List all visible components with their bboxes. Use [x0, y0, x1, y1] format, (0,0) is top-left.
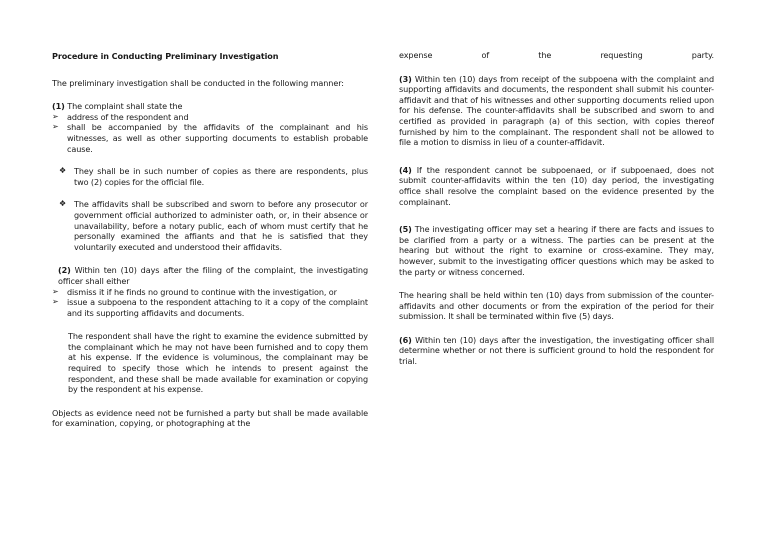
- diamond-bullet-icon: ❖: [59, 166, 67, 176]
- section-3-number: (3): [399, 73, 412, 84]
- bullet-text: shall be accompanied by the affidavits of the complainant and his witnesses, as well as other supporting documents to establish probable cause.: [67, 122, 368, 154]
- subitem-text: They shall be in such number of copies as there are respondents, plus two (2) copies for the official file.: [74, 166, 368, 187]
- intro-text: The preliminary investigation shall be conducted in the following manner:: [52, 77, 344, 88]
- section-5-text: The investigating officer may set a hearing if there are facts and issues to be clarified from a party or a witness. The parties can be present at the hearing but without the right to examine or cross-examine. They may, however, submit to the investigating officer questions which may be asked to the party or witness concerned.: [399, 224, 714, 277]
- right-column: [399, 50, 714, 367]
- list-item: [52, 287, 368, 298]
- objects-continuation: [399, 50, 714, 61]
- list-item: [52, 122, 368, 154]
- hearing-text: The hearing shall be held within ten (10) days from submission of the counter-affidavits and other documents or from the expiration of the period for their submission. It shall be terminated within five (5) days.: [399, 290, 714, 322]
- intro-paragraph: [52, 78, 368, 89]
- list-item: [52, 112, 368, 123]
- section-6: [399, 335, 714, 367]
- hearing-paragraph: [399, 290, 714, 322]
- section-2: [52, 265, 368, 286]
- section-6-text: Within ten (10) days after the investigation, the investigating officer shall determine whether or not there is sufficient ground to hold the respondent for trial.: [399, 334, 714, 367]
- objects-paragraph: [52, 408, 368, 429]
- section-4-number: (4): [399, 164, 412, 175]
- diamond-bullet-icon: ❖: [59, 199, 67, 209]
- section-1-number: (1): [52, 101, 65, 112]
- bullet-text: dismiss it if he finds no ground to continue with the investigation, or: [67, 286, 337, 297]
- objects-text: Objects as evidence need not be furnished a party but shall be made available for examination, copying, or photographing at the: [52, 407, 368, 429]
- section-6-number: (6): [399, 334, 412, 345]
- section-4-text: If the respondent cannot be subpoenaed, or if subpoenaed, does not submit counter-affidavits within the ten (10) day period, the investigating office shall resolve the complaint based on the evidence presented by the complainant.: [399, 164, 714, 207]
- arrow-bullet-icon: ➢: [52, 111, 59, 121]
- list-item: [52, 199, 368, 252]
- section-1-subitems: [52, 166, 368, 252]
- section-2-bullets: [52, 287, 368, 319]
- section-2-number: (2): [58, 265, 71, 276]
- section-1-text: The complaint shall state the: [67, 101, 183, 112]
- section-1: [52, 101, 368, 112]
- arrow-bullet-icon: ➢: [52, 286, 59, 296]
- section-3-text: Within ten (10) days from receipt of the subpoena with the complaint and supporting affidavits and documents, the respondent shall submit his counter-affidavit and that of his witnesses and other supporting documents relied upon for his defense. The counter-affidavits shall be subscribed and sworn to and certified as provided in paragraph (a) of this section, with copies thereof furnished by him to the complainant. The respondent shall not be allowed to file a motion to dismiss in lieu of a counter-affidavit.: [399, 73, 714, 148]
- bullet-text: issue a subpoena to the respondent attaching to it a copy of the complaint and its supporting affidavits and documents.: [67, 297, 368, 318]
- subitem-text: The affidavits shall be subscribed and sworn to before any prosecutor or government official authorized to administer oath, or, in their absence or unavailability, before a notary public, each of whom must certify that he personally examined the affiants and that he is satisfied that they voluntarily executed and understood their affidavits.: [74, 199, 368, 252]
- document-title: Procedure in Conducting Preliminary Investigation: [52, 51, 279, 61]
- list-item: [52, 297, 368, 318]
- bullet-text: address of the respondent and: [67, 111, 189, 122]
- section-4: [399, 165, 714, 207]
- arrow-bullet-icon: ➢: [52, 122, 59, 132]
- objects-continuation-text: expense of the requesting party.: [399, 50, 714, 60]
- section-2-text: Within ten (10) days after the filing of the complaint, the investigating officer shall either: [58, 265, 369, 286]
- section-1-bullets: [52, 112, 368, 154]
- section-5: [399, 224, 714, 277]
- list-item: [52, 166, 368, 187]
- arrow-bullet-icon: ➢: [52, 297, 59, 307]
- left-column: [52, 51, 368, 429]
- section-3: [399, 74, 714, 148]
- section-2-paragraph: [52, 331, 368, 395]
- section-5-number: (5): [399, 224, 412, 235]
- section-2-paragraph-text: The respondent shall have the right to examine the evidence submitted by the complainant which he may not have been furnished and to copy them at his expense. If the evidence is voluminous, the complainant may be required to specify those which he intends to present against the respondent, and these shall be made available for examination or copying by the respondent at his expense.: [68, 331, 368, 395]
